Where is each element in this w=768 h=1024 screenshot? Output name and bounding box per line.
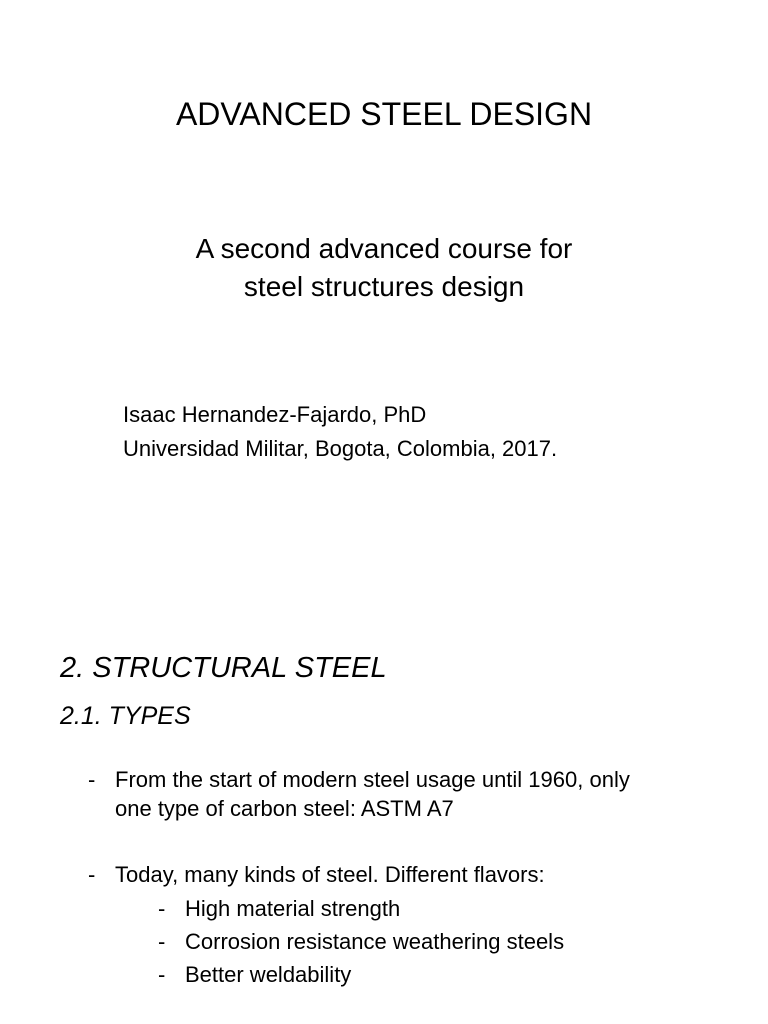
bullet-dash: -: [88, 862, 96, 887]
bullet-text: one type of carbon steel: ASTM A7: [115, 796, 454, 821]
slide-title: ADVANCED STEEL DESIGN: [175, 96, 593, 132]
sub-bullet-text: Better weldability: [185, 962, 352, 987]
sub-bullet-text: High material strength: [185, 896, 401, 921]
bullet-dash: -: [158, 962, 166, 987]
bullet-text: From the start of modern steel usage until 1960, only: [115, 767, 630, 792]
author-block: [123, 398, 557, 466]
bullet-dash: -: [158, 896, 166, 921]
subtitle-line: A second advanced course for: [195, 233, 573, 264]
bullet-dash: -: [88, 767, 96, 792]
author-affiliation: Universidad Militar, Bogota, Colombia, 2017.: [123, 436, 558, 461]
sub-bullet-text: Corrosion resistance weathering steels: [185, 929, 565, 954]
bullet-dash: -: [158, 929, 166, 954]
author-name: Isaac Hernandez-Fajardo, PhD: [123, 402, 427, 427]
section-heading: 2. STRUCTURAL STEEL: [60, 652, 387, 684]
subsection-heading: 2.1. TYPES: [60, 702, 191, 730]
bullet-text: Today, many kinds of steel. Different flavors:: [115, 862, 545, 887]
subtitle-line: steel structures design: [243, 271, 525, 302]
slide-subtitle: [0, 230, 768, 306]
